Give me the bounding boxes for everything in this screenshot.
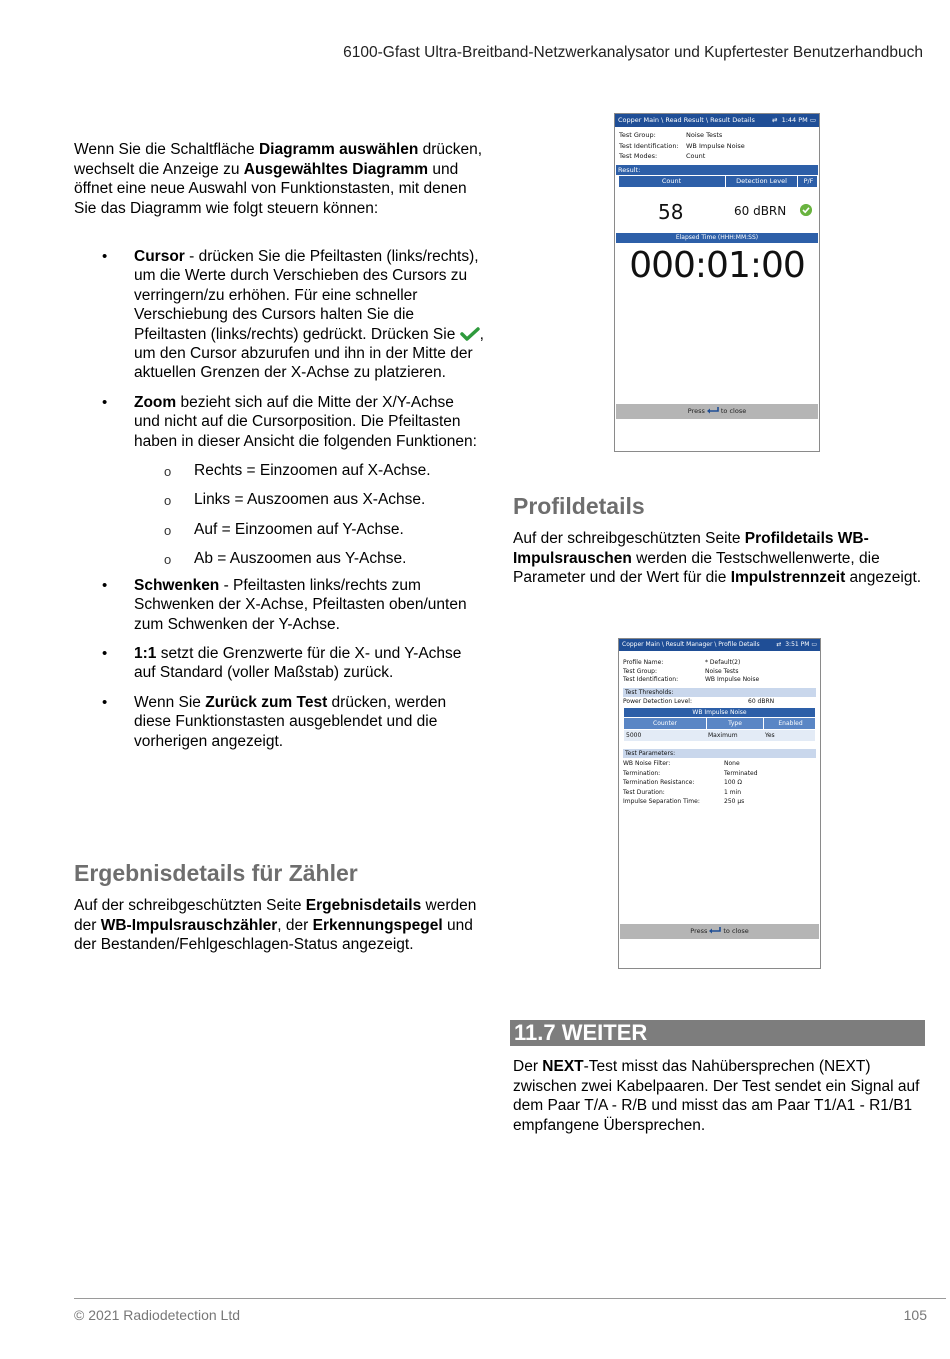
param-row: WB Noise Filter: None <box>623 760 740 767</box>
test-info <box>619 130 817 162</box>
running-header: 6100-Gfast Ultra-Breitband-Netzwerkanalysator und Kupfertester Benutzerhandbuch <box>343 44 923 61</box>
footer-copyright: © 2021 Radiodetection Ltd <box>74 1307 240 1323</box>
test-parameters <box>623 759 818 807</box>
screen-title: Copper Main \ Result Manager \ Profile Details <box>622 641 760 648</box>
param-row: Impulse Separation Time: 250 µs <box>623 798 745 806</box>
bullet-pan: • Schwenken - Pfeiltasten links/rechts zum Schwenken der X-Achse, Pfeiltasten oben/unten zum Schwenken der Y-Achse. <box>74 576 484 634</box>
col-detection-level: Detection Level <box>725 176 797 187</box>
section-profile-details <box>513 492 923 588</box>
info-row: Test Modes: Count <box>619 152 706 160</box>
threshold-row: Power Detection Level: 60 dBRN <box>623 698 775 705</box>
close-hint-bar: Press to close <box>620 924 819 939</box>
left-column <box>74 140 484 761</box>
info-row: Test Group: Noise Tests <box>619 131 723 139</box>
section-title: Ergebnisdetails für Zähler <box>74 860 358 886</box>
screen-clock: ⇄ 3:51 PM ▭ <box>776 641 817 648</box>
param-row: Termination: Terminated <box>623 769 758 777</box>
intro-paragraph: Wenn Sie die Schaltfläche Diagramm auswählen drücken, wechselt die Anzeige zu Ausgewähltes Diagramm und öffnet eine neue Auswahl von Funktionstasten, mit denen Sie das Diagramm wie folgt steuern können: <box>74 141 483 217</box>
col-count: Count <box>661 177 682 185</box>
bullet-reset: • 1:1 setzt die Grenzwerte für die X- und Y-Achse auf Standard (voller Maßstab) zurück. <box>74 644 484 683</box>
count-value: 58 <box>658 200 684 224</box>
info-row: Test Identification: WB Impulse Noise <box>619 141 745 150</box>
section-title: Profildetails <box>513 493 645 519</box>
info-row: Profile Name: * Default(2) <box>623 659 741 666</box>
thresholds-label-bar: Test Thresholds: <box>623 688 816 697</box>
profile-details-screenshot <box>618 638 821 969</box>
result-column-header <box>619 176 817 187</box>
info-row: Test Identification: WB Impulse Noise <box>623 676 760 683</box>
wb-impulse-noise-bar: WB Impulse Noise <box>624 708 815 717</box>
col-pass-fail: P/F <box>797 176 819 187</box>
footer-divider <box>74 1298 946 1299</box>
section-paragraph: Auf der schreibgeschützten Seite Profildetails WB-Impulsrauschen werden die Testschwellenwerte, die Parameter und der Wert für die Impulstrennzeit angezeigt. <box>513 530 922 586</box>
elapsed-label-bar: Elapsed Time (HHH:MM:SS) <box>616 233 818 243</box>
bullet-cursor: • Cursor - drücken Sie die Pfeiltasten (links/rechts), um die Werte durch Verschieben des Cursors zu verringern/zu erhöhen. Für eine schneller Verschiebung des Cursors halten Sie die Pfeiltasten (links/rechts) gedrückt. Drücken Sie , um den Cursor abzurufen und ihn in der Mitte der aktuellen Grenzen der X-Achse zu platzieren. <box>74 247 484 383</box>
enter-key-icon <box>709 927 721 934</box>
bullet-back: • Wenn Sie Zurück zum Test drücken, werden diese Funktionstasten ausgeblendet und die vorherigen angezeigt. <box>74 693 484 751</box>
screen-titlebar <box>615 114 819 127</box>
param-row: Test Duration: 1 min <box>623 788 742 796</box>
param-row: Termination Resistance: 100 Ω <box>623 779 742 787</box>
col-counter: Counter <box>653 720 677 727</box>
bullet-zoom: • Zoom bezieht sich auf die Mitte der X/Y-Achse und nicht auf die Cursorposition. Die Pfeiltasten haben in dieser Ansicht die folgenden Funktionen: o Rechts = Einzoomen auf X-Achse. o Links = Auszoomen aus X-Achse. o Auf = Einzoomen auf Y-Achse. o Ab = Auszoomen aus Y-Achse. <box>74 393 484 569</box>
col-type: Type <box>706 718 763 729</box>
counter-table-header <box>624 718 815 729</box>
result-label-bar: Result: <box>616 165 818 175</box>
section-counter-details <box>74 859 484 955</box>
zoom-item: o Ab = Auszoomen aus Y-Achse. <box>134 549 484 568</box>
zoom-item: o Links = Auszoomen aus X-Achse. <box>134 490 484 509</box>
params-label-bar: Test Parameters: <box>623 749 816 758</box>
section-paragraph: Auf der schreibgeschützten Seite Ergebnisdetails werden der WB-Impulsrauschzähler, der Erkennungspegel und der Bestanden/Fehlgeschlagen-Status angezeigt. <box>74 897 477 953</box>
result-details-screenshot <box>614 113 820 452</box>
elapsed-time-value: 000:01:00 <box>629 245 805 286</box>
chapter-heading: 11.7 WEITER <box>510 1020 925 1046</box>
screen-clock: ⇄ 1:44 PM ▭ <box>771 116 816 124</box>
profile-info <box>623 659 818 685</box>
screen-titlebar <box>619 639 820 651</box>
page-number: 105 <box>903 1307 927 1323</box>
zoom-item: o Auf = Einzoomen auf Y-Achse. <box>134 520 484 539</box>
col-enabled: Enabled <box>763 718 817 729</box>
chapter-paragraph: Der NEXT-Test misst das Nahübersprechen (NEXT) zwischen zwei Kabelpaaren. Der Test sendet ein Signal auf dem Paar T/A - R/B und misst das am Paar T1/A1 - R1/B1 empfangene Übersprechen. <box>513 1058 920 1134</box>
info-row: Test Group: Noise Tests <box>623 667 739 675</box>
table-row: 5000 Maximum Yes <box>624 730 815 741</box>
close-hint-bar: Press to close <box>616 404 818 419</box>
checkmark-icon <box>460 327 480 341</box>
detection-level-value: 60 dBRN <box>734 204 787 218</box>
zoom-sublist <box>134 461 484 569</box>
zoom-item: o Rechts = Einzoomen auf X-Achse. <box>134 461 484 480</box>
enter-key-icon <box>707 407 719 414</box>
pass-check-icon <box>800 204 812 216</box>
function-key-list <box>74 247 484 751</box>
screen-title: Copper Main \ Read Result \ Result Details <box>618 116 755 124</box>
